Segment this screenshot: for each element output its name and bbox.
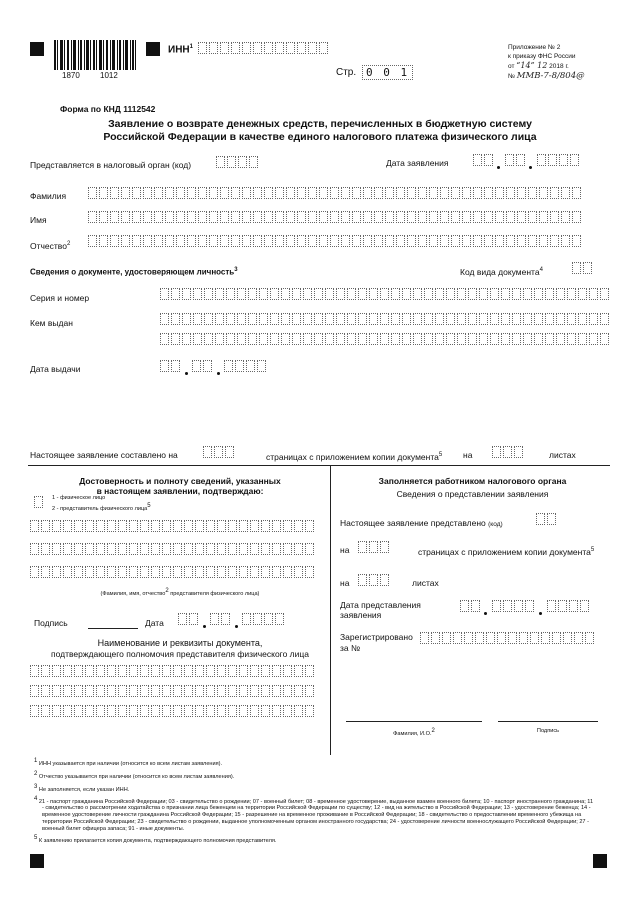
tax-authority-cells[interactable] xyxy=(216,156,260,168)
office-date-label-1: Дата представления xyxy=(340,600,421,610)
sign-date-label: Дата xyxy=(145,618,164,628)
issue-date-dot xyxy=(185,372,188,375)
signature-line[interactable] xyxy=(88,628,138,629)
date-dot xyxy=(497,166,500,169)
pages-mid-label: страницах с приложением копии документа$^5$ xyxy=(266,451,443,462)
office-date-dot xyxy=(484,612,487,615)
footnote: $^2$ Отчество указывается при наличии (относится ко всем листам заявления). xyxy=(34,770,235,780)
page-value[interactable]: 0 0 1 xyxy=(362,65,413,80)
doc-section-label: Сведения о документе, удостоверяющем личность$^3$ xyxy=(30,267,238,277)
confirm-title-line2: в настоящем заявлении, подтверждаю: xyxy=(96,486,264,496)
sign-month-cells[interactable] xyxy=(210,613,232,625)
series-cells[interactable] xyxy=(160,288,611,300)
sign-day-cells[interactable] xyxy=(178,613,200,625)
section-divider xyxy=(28,465,610,466)
sheets-cells[interactable] xyxy=(492,446,525,458)
sheets-label: листах xyxy=(549,450,576,460)
inn-cells[interactable] xyxy=(198,42,330,54)
date-day-cells[interactable] xyxy=(473,154,495,166)
signature-label: Подпись xyxy=(34,618,68,628)
representative-fio-row2[interactable] xyxy=(30,543,316,555)
office-date-dot xyxy=(539,612,542,615)
issued-by-label: Кем выдан xyxy=(30,318,73,328)
office-signature-caption: Подпись xyxy=(536,728,560,734)
sign-date-dot xyxy=(235,625,238,628)
registered-label-1: Зарегистрировано xyxy=(340,632,413,642)
knd-code: Форма по КНД 1112542 xyxy=(60,104,156,114)
barcode xyxy=(54,40,136,70)
office-fio-caption: Фамилия, И.О.$^2$ xyxy=(393,728,435,737)
confirm-title-line1: Достоверность и полноту сведений, указанных xyxy=(79,476,281,486)
surname-label: Фамилия xyxy=(30,191,67,201)
name-cells[interactable] xyxy=(88,211,583,223)
barcode-number-right: 1012 xyxy=(100,71,118,80)
doc-type-label: Код вида документа$^4$ xyxy=(460,266,543,277)
doc-type-cells[interactable] xyxy=(572,262,594,274)
patronymic-label: Отчество$^2$ xyxy=(30,240,71,251)
footnote: $^1$ ИНН указывается при наличии (относится ко всем листам заявления). xyxy=(34,758,223,767)
option-2: 2 - представитель физического лица$^5$ xyxy=(52,503,151,512)
office-year-cells[interactable] xyxy=(547,600,591,612)
name-label: Имя xyxy=(30,215,47,225)
rep-doc-row3[interactable] xyxy=(30,705,316,717)
office-date-label-2: заявления xyxy=(340,610,382,620)
confirmer-type-cell[interactable] xyxy=(34,496,45,508)
registered-number-cells[interactable] xyxy=(420,632,596,644)
series-label: Серия и номер xyxy=(30,293,90,303)
issued-by-cells-row1[interactable] xyxy=(160,313,611,325)
corner-marker-bottom-left xyxy=(30,854,44,868)
rep-doc-row1[interactable] xyxy=(30,665,316,677)
form-title-line1: Заявление о возврате денежных средств, перечисленных в бюджетную систему xyxy=(108,118,532,130)
registered-label-2: за № xyxy=(340,643,361,653)
patronymic-cells[interactable] xyxy=(88,235,583,247)
office-pages-copy-label: страницах с приложением копии документа$^5$ xyxy=(418,546,595,557)
appendix-line2: к приказу ФНС России xyxy=(508,53,576,60)
pages-cells[interactable] xyxy=(203,446,236,458)
sign-year-cells[interactable] xyxy=(242,613,286,625)
footnote: $^4$ 21 - паспорт гражданина Российской Федерации; 03 - свидетельство о рождении; 07 - военный билет; 08 - временное удостоверение, выданное взамен военного билета; 10 - паспорт иностранного гражданина; 11 - свидетельство о рассмотрении ходатайства о признании лица беженцем на территории Российской Федерации по существу; 12 - вид на жительство в Российской Федерации; 13 - удостоверение беженца; 14 - временное удостоверение личности гражданина Российской Федерации; 15 - разрешение на временное проживание в Российской Федерации; 18 - свидетельство о предоставлении временного убежища на территории Российской Федерации; 23 - свидетельство о рождении, выданное уполномоченным органом иностранного государства; 24 - удостоверение личности военнослужащего Российской Федерации; 27 - военный билет офицера запаса; 91 - иные документы. xyxy=(34,795,594,833)
office-fio-line[interactable] xyxy=(346,721,482,722)
office-sheets-label: листах xyxy=(412,578,439,588)
office-signature-line[interactable] xyxy=(498,721,598,722)
issue-date-dot xyxy=(217,372,220,375)
barcode-icon xyxy=(54,40,136,70)
office-pages-cells[interactable] xyxy=(358,541,391,553)
office-on-label: на xyxy=(340,545,350,555)
rep-doc-row2[interactable] xyxy=(30,685,316,697)
surname-cells[interactable] xyxy=(88,187,583,199)
date-month-cells[interactable] xyxy=(505,154,527,166)
corner-marker-top-left xyxy=(30,42,44,56)
office-title: Заполняется работником налогового органа xyxy=(378,476,567,486)
date-dot xyxy=(529,166,532,169)
appendix-number: № ММВ-7-8/804@ xyxy=(508,71,585,81)
representative-fio-row1[interactable] xyxy=(30,520,316,532)
issue-day-cells[interactable] xyxy=(160,360,182,372)
date-year-cells[interactable] xyxy=(537,154,581,166)
office-sheets-cells[interactable] xyxy=(358,574,391,586)
footnote: $^3$ Не заполняется, если указан ИНН. xyxy=(34,783,130,793)
date-label: Дата заявления xyxy=(386,158,449,168)
option-1: 1 - физическое лицо xyxy=(52,495,106,501)
pages-label: Настоящее заявление составлено на xyxy=(30,450,178,460)
submitted-label: Настоящее заявление представлено (код) xyxy=(340,518,503,528)
pages-on-label: на xyxy=(463,450,473,460)
sign-date-dot xyxy=(203,625,206,628)
tax-authority-label: Представляется в налоговый орган (код) xyxy=(30,160,192,170)
office-subtitle: Сведения о представлении заявления xyxy=(396,489,549,499)
issue-date-label: Дата выдачи xyxy=(30,364,81,374)
inn-label: ИНН$^1$ xyxy=(168,44,193,56)
issue-year-cells[interactable] xyxy=(224,360,268,372)
appendix-line1: Приложение № 2 xyxy=(508,44,561,51)
corner-marker-bottom-right xyxy=(593,854,607,868)
office-on-label-2: на xyxy=(340,578,350,588)
submitted-code-cells[interactable] xyxy=(536,513,558,525)
fio-caption: (Фамилия, имя, отчество$^2$ представителя физического лица) xyxy=(100,588,260,597)
issued-by-cells-row2[interactable] xyxy=(160,333,611,345)
form-title-line2: Российской Федерации в качестве единого налогового платежа физического лица xyxy=(103,131,537,143)
page-label: Стр. xyxy=(336,67,357,78)
appendix-date: от “14” 12 2018 г. xyxy=(508,61,569,70)
office-day-cells[interactable] xyxy=(460,600,482,612)
office-month-cells[interactable] xyxy=(492,600,536,612)
footnote: $^5$ К заявлению прилагается копия документа, подтверждающего полномочия представителя. xyxy=(34,835,277,845)
column-divider xyxy=(330,465,331,755)
issue-month-cells[interactable] xyxy=(192,360,214,372)
barcode-number-left: 1870 xyxy=(62,71,80,80)
corner-marker-top-mid xyxy=(146,42,160,56)
rep-doc-title-line1: Наименование и реквизиты документа, xyxy=(97,638,263,648)
representative-fio-row3[interactable] xyxy=(30,566,316,578)
footnotes xyxy=(34,758,594,845)
rep-doc-title-line2: подтверждающего полномочия представителя физического лица xyxy=(51,649,309,659)
